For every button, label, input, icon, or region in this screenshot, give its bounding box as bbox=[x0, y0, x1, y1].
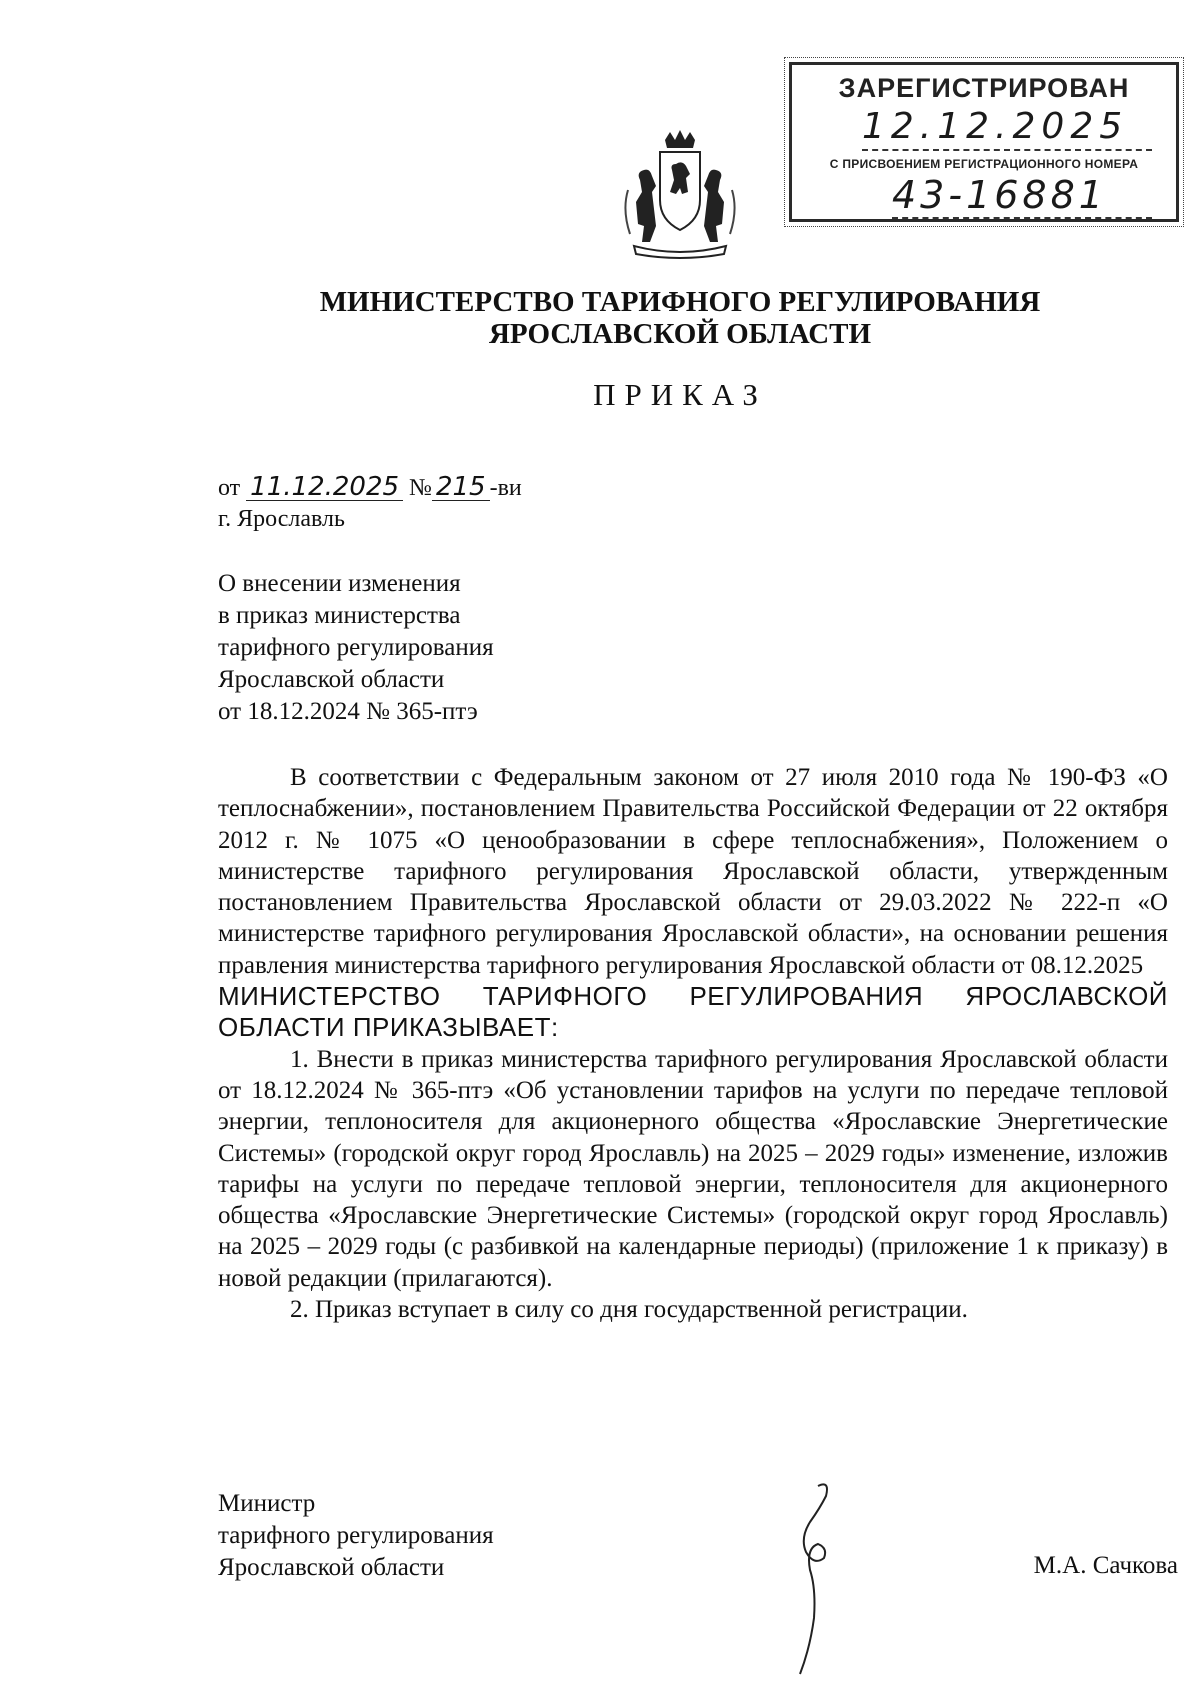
number-suffix: -ви bbox=[489, 475, 522, 501]
subject-line: Ярославской области bbox=[218, 666, 445, 693]
order-date: 11.12.2025 bbox=[246, 474, 403, 501]
stamp-date: 12.12.2025 bbox=[862, 105, 1152, 151]
number-prefix: № bbox=[409, 475, 432, 501]
stamp-registration-number: 43-16881 bbox=[892, 173, 1152, 219]
handwritten-signature bbox=[770, 1478, 860, 1678]
subject-line: тарифного регулирования bbox=[218, 634, 494, 661]
from-prefix: от bbox=[218, 475, 241, 501]
position-line: Ярославской области bbox=[218, 1554, 445, 1581]
order-subject bbox=[218, 568, 494, 728]
signatory-name: М.А. Сачкова bbox=[1033, 1552, 1178, 1579]
stamp-title: ЗАРЕГИСТРИРОВАН bbox=[838, 73, 1130, 103]
order-item-1: 1. Внести в приказ министерства тарифного регулирования Ярославской области от 18.12.2024 № 365-птэ «Об установлении тарифов на услуги по передаче тепловой энергии, теплоносителя для акционерного общества «Ярославские Энергетические Системы» (городской округ город Ярославль) на 2025 – 2029 годы» изменение, изложив тарифы на услуги по передаче тепловой энергии, теплоносителя для акционерного общества «Ярославские Энергетические Системы» (городской округ город Ярославль) на 2025 – 2029 годы (с разбивкой на календарные периоды) (приложение 1 к приказу) в новой редакции (прилагаются). bbox=[218, 1045, 1168, 1292]
subject-line: О внесении изменения bbox=[218, 570, 461, 597]
preamble-paragraph: В соответствии с Федеральным законом от 27 июля 2010 года № 190-ФЗ «О теплоснабжении», постановлением Правительства Российской Федерации от 22 октября 2012 г. № 1075 «О ценообразовании в сфере теплоснабжения», Положением о министерстве тарифного регулирования Ярославской области, утвержденным постановлением Правительства Ярославской области от 29.03.2022 № 222-п «О министерстве тарифного регулирования Ярославской области», на основании решения правления министерства тарифного регулирования Ярославской области от 08.12.2025 bbox=[218, 764, 1168, 979]
stamp-caption: С ПРИСВОЕНИЕМ РЕГИСТРАЦИОННОГО НОМЕРА bbox=[829, 157, 1139, 171]
resolution-line: МИНИСТЕРСТВО ТАРИФНОГО РЕГУЛИРОВАНИЯ ЯРОСЛАВСКОЙ ОБЛАСТИ ПРИКАЗЫВАЕТ: bbox=[218, 981, 1168, 1043]
coat-of-arms-icon bbox=[620, 130, 740, 260]
order-body bbox=[218, 762, 1168, 1325]
subject-line: от 18.12.2024 № 365-птэ bbox=[218, 698, 478, 725]
ministry-name-line2: ЯРОСЛАВСКОЙ ОБЛАСТИ bbox=[488, 318, 872, 350]
registration-stamp bbox=[789, 62, 1179, 222]
position-line: тарифного регулирования bbox=[218, 1522, 494, 1549]
subject-line: в приказ министерства bbox=[218, 602, 461, 629]
order-number: 215 bbox=[432, 474, 490, 501]
document-type: ПРИКАЗ bbox=[593, 377, 767, 412]
position-line: Министр bbox=[218, 1490, 316, 1517]
signatory-position bbox=[218, 1488, 494, 1584]
order-date-number bbox=[218, 474, 522, 502]
order-item-2: 2. Приказ вступает в силу со дня государственной регистрации. bbox=[290, 1296, 968, 1324]
city: г. Ярославль bbox=[218, 506, 345, 532]
ministry-name-line1: МИНИСТЕРСТВО ТАРИФНОГО РЕГУЛИРОВАНИЯ bbox=[319, 286, 1041, 318]
